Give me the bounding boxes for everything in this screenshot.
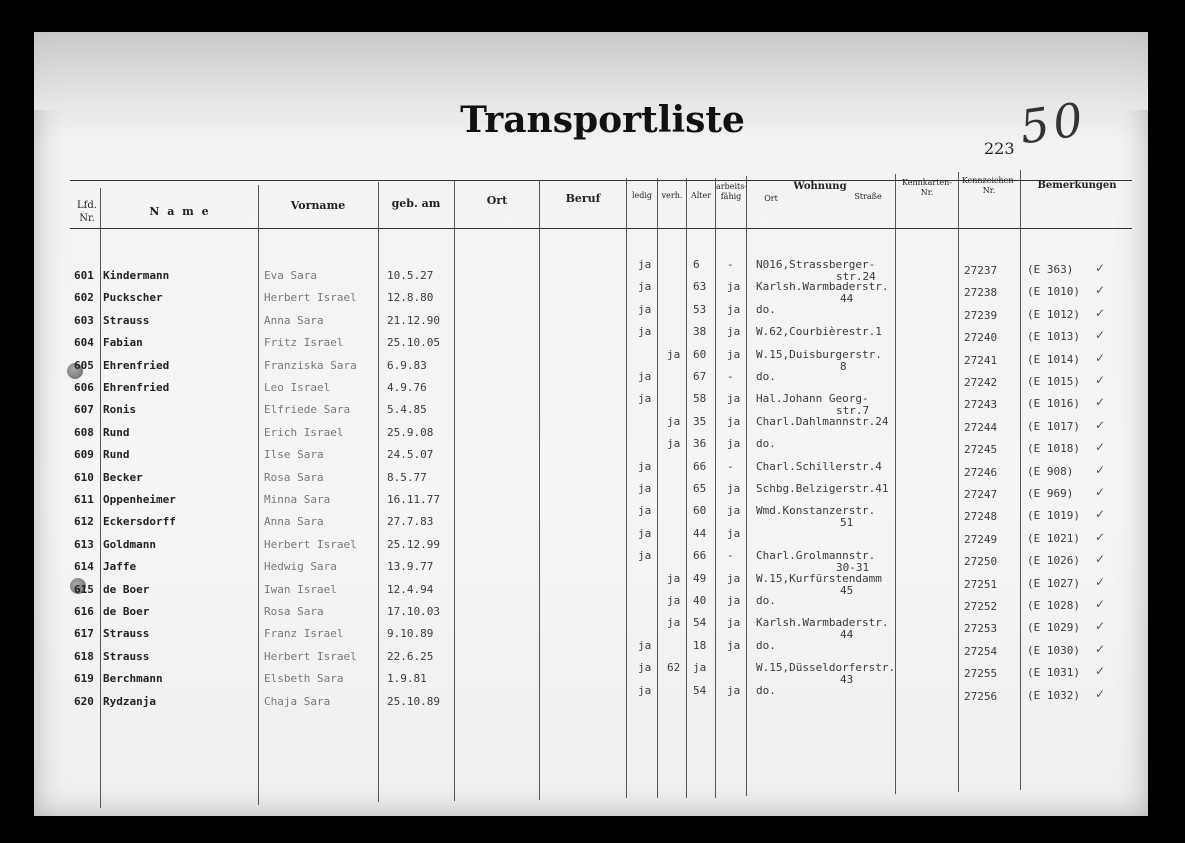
row-kennzeichen: 27253 [964, 622, 998, 636]
col-divider [454, 181, 455, 801]
row-name: Kindermann [103, 269, 170, 282]
col-divider [657, 178, 658, 798]
col-divider [626, 178, 627, 798]
row-arbeitsfaehig: ja [727, 347, 741, 361]
row-kennzeichen: 27242 [964, 376, 998, 389]
row-ledig: ja [638, 258, 652, 271]
row-bemerkungen: (E 1015) [1027, 375, 1080, 388]
check-mark-icon: ✓ [1095, 440, 1106, 455]
row-arbeitsfaehig: ja [727, 302, 741, 316]
row-geb-am: 8.5.77 [387, 470, 427, 484]
row-bemerkungen: (E 1018) [1027, 442, 1080, 456]
row-geb-am: 25.10.05 [387, 336, 440, 350]
row-vorname: Erich Israel [264, 425, 344, 439]
check-mark-icon: ✓ [1095, 574, 1106, 589]
row-wohnung: N016,Strassberger- [756, 258, 876, 271]
row-bemerkungen: (E 1017) [1027, 419, 1080, 433]
row-arbeitsfaehig: ja [727, 504, 741, 518]
row-wohnung: W.15,Duisburgerstr. [756, 347, 882, 361]
row-lfd-nr: 616 [74, 605, 94, 618]
row-name: Rund [103, 448, 130, 462]
row-name: Eckersdorff [103, 515, 176, 529]
row-geb-am: 9.10.89 [387, 627, 434, 641]
row-wohnung: do. [756, 594, 776, 607]
header-ledig: ledig [631, 191, 653, 200]
row-bemerkungen: (E 1031) [1027, 666, 1080, 680]
row-kennzeichen: 27249 [964, 532, 998, 546]
row-arbeitsfaehig: ja [727, 638, 741, 652]
row-geb-am: 6.9.83 [387, 358, 427, 372]
row-bemerkungen: (E 1010) [1027, 285, 1080, 299]
row-wohnung: W.15,Düsseldorferstr. [756, 661, 896, 675]
header-alter: Alter [690, 191, 712, 200]
header-kennzeichen: Kennzeichen- Nr. [961, 176, 1017, 195]
row-alter: 18 [693, 638, 707, 652]
row-alter: 38 [693, 325, 707, 339]
row-ledig: ja [638, 325, 652, 339]
row-lfd-nr: 610 [74, 470, 94, 484]
check-mark-icon: ✓ [1095, 395, 1106, 410]
row-wohnung: W.15,Kurfürstendamm [756, 571, 882, 585]
row-verh: ja [667, 616, 681, 630]
row-kennzeichen: 27250 [964, 555, 998, 569]
header-wohnung-ort: Ort [764, 194, 778, 203]
row-vorname: Herbert Israel [264, 537, 357, 551]
header-wohnung-strasse: Straße [854, 192, 882, 201]
row-bemerkungen: (E 1029) [1027, 621, 1080, 635]
row-name: Jaffe [103, 560, 137, 574]
row-kennzeichen: 27237 [964, 264, 998, 277]
col-divider [895, 174, 896, 794]
row-verh: ja [667, 594, 681, 607]
row-verh: ja [667, 571, 681, 585]
check-mark-icon: ✓ [1095, 686, 1106, 701]
row-geb-am: 12.4.94 [387, 582, 434, 596]
row-verh: ja [667, 414, 681, 428]
row-verh: 62 [667, 661, 681, 675]
row-wohnung: Charl.Dahlmannstr.24 [756, 414, 889, 428]
row-name: Strauss [103, 649, 150, 663]
row-kennzeichen: 27247 [964, 488, 998, 501]
row-lfd-nr: 604 [74, 336, 94, 350]
row-alter: 35 [693, 414, 707, 428]
row-arbeitsfaehig: - [727, 549, 734, 563]
row-kennzeichen: 27245 [964, 443, 998, 457]
check-mark-icon: ✓ [1095, 373, 1106, 387]
row-wohnung-continued: 51 [840, 516, 854, 530]
row-ledig: ja [638, 683, 652, 697]
row-ledig: ja [638, 370, 652, 383]
row-alter: 40 [693, 594, 707, 607]
row-wohnung: Charl.Grolmannstr. [756, 549, 876, 563]
row-arbeitsfaehig: - [727, 370, 734, 383]
header-name: N a m e [149, 205, 211, 218]
row-vorname: Franz Israel [264, 627, 344, 641]
row-lfd-nr: 601 [74, 269, 94, 282]
check-mark-icon: ✓ [1095, 552, 1106, 567]
check-mark-icon: ✓ [1095, 328, 1106, 343]
row-wohnung-continued: 44 [840, 628, 854, 642]
row-lfd-nr: 620 [74, 694, 94, 708]
row-bemerkungen: (E 1028) [1027, 599, 1080, 612]
row-lfd-nr: 606 [74, 381, 94, 394]
row-bemerkungen: (E 908) [1027, 464, 1074, 478]
col-divider [378, 182, 379, 802]
handwritten-number: 50 [1016, 91, 1090, 155]
row-geb-am: 17.10.03 [387, 605, 440, 618]
header-kennkarten: Kennkarten- Nr. [901, 178, 953, 197]
row-ledig: ja [638, 482, 652, 495]
col-divider [539, 180, 540, 800]
col-divider [715, 178, 716, 798]
row-kennzeichen: 27254 [964, 644, 998, 658]
row-kennzeichen: 27251 [964, 577, 998, 591]
row-vorname: Fritz Israel [264, 336, 344, 350]
row-lfd-nr: 613 [74, 537, 94, 551]
row-kennzeichen: 27246 [964, 465, 998, 479]
check-mark-icon: ✓ [1095, 529, 1106, 544]
row-geb-am: 25.10.89 [387, 694, 440, 708]
row-alter: 49 [693, 571, 707, 585]
row-ledig: ja [638, 280, 652, 294]
row-wohnung: Charl.Schillerstr.4 [756, 459, 882, 473]
row-name: Rund [103, 425, 130, 439]
row-kennzeichen: 27238 [964, 286, 998, 300]
header-beruf: Beruf [565, 192, 601, 205]
row-wohnung: Karlsh.Warmbaderstr. [756, 616, 889, 630]
header-ort: Ort [486, 194, 508, 207]
row-bemerkungen: (E 1014) [1027, 352, 1080, 366]
row-vorname: Rosa Sara [264, 470, 324, 484]
row-lfd-nr: 608 [74, 425, 94, 439]
row-wohnung-continued: 44 [840, 292, 854, 306]
col-divider [258, 185, 259, 805]
check-mark-icon: ✓ [1095, 641, 1106, 656]
row-ledig: ja [638, 549, 652, 563]
row-geb-am: 27.7.83 [387, 515, 434, 529]
row-name: Rydzanja [103, 694, 156, 708]
row-vorname: Hedwig Sara [264, 560, 337, 574]
row-wohnung: Hal.Johann Georg- [756, 392, 869, 406]
row-bemerkungen: (E 1013) [1027, 330, 1080, 344]
row-lfd-nr: 603 [74, 313, 94, 327]
row-vorname: Iwan Israel [264, 582, 337, 596]
row-geb-am: 5.4.85 [387, 403, 427, 417]
row-arbeitsfaehig: ja [727, 392, 741, 406]
row-wohnung: do. [756, 638, 776, 652]
row-geb-am: 12.8.80 [387, 291, 434, 305]
check-mark-icon: ✓ [1095, 507, 1106, 522]
row-arbeitsfaehig: - [727, 459, 734, 473]
row-bemerkungen: (E 1032) [1027, 688, 1080, 702]
row-vorname: Elsbeth Sara [264, 672, 344, 686]
row-name: de Boer [103, 582, 150, 596]
row-vorname: Ilse Sara [264, 448, 324, 462]
col-divider [686, 178, 687, 798]
row-ledig: ja [638, 459, 652, 473]
row-lfd-nr: 607 [74, 403, 94, 417]
row-arbeitsfaehig: ja [727, 437, 741, 451]
row-arbeitsfaehig: ja [727, 526, 741, 540]
row-alter: 44 [693, 526, 707, 540]
document-title: Transportliste [460, 99, 745, 141]
row-bemerkungen: (E 969) [1027, 487, 1074, 500]
col-divider [1020, 170, 1021, 790]
row-wohnung-continued: 30-31 [836, 561, 870, 575]
row-arbeitsfaehig: ja [727, 594, 741, 607]
row-vorname: Anna Sara [264, 313, 324, 327]
row-alter: 53 [693, 302, 707, 316]
row-lfd-nr: 605 [74, 358, 94, 372]
row-ledig: ja [638, 504, 652, 518]
row-vorname: Herbert Israel [264, 649, 357, 663]
check-mark-icon: ✓ [1095, 619, 1106, 634]
row-bemerkungen: (E 1021) [1027, 531, 1080, 545]
row-verh: ja [667, 347, 681, 361]
row-name: Oppenheimer [103, 493, 176, 506]
col-divider [958, 172, 959, 792]
row-arbeitsfaehig: ja [727, 683, 741, 697]
row-name: Goldmann [103, 537, 156, 551]
row-wohnung-continued: 43 [840, 673, 854, 687]
row-wohnung-continued: str.7 [836, 404, 870, 418]
check-mark-icon: ✓ [1095, 417, 1106, 432]
row-lfd-nr: 609 [74, 448, 94, 462]
row-lfd-nr: 614 [74, 560, 94, 574]
row-wohnung: W.62,Courbièrestr.1 [756, 325, 882, 339]
check-mark-icon: ✓ [1095, 305, 1106, 320]
row-name: de Boer [103, 605, 150, 618]
row-name: Berchmann [103, 672, 163, 686]
row-wohnung: do. [756, 370, 776, 383]
row-ledig: ja [638, 661, 652, 675]
row-vorname: Rosa Sara [264, 605, 324, 618]
row-arbeitsfaehig: ja [727, 325, 741, 339]
row-arbeitsfaehig: ja [727, 414, 741, 428]
row-alter: 67 [693, 370, 707, 383]
header-wohnung: Wohnung [793, 181, 847, 192]
check-mark-icon: ✓ [1095, 597, 1106, 611]
row-alter: ja [693, 661, 707, 675]
row-bemerkungen: (E 1026) [1027, 554, 1080, 568]
row-vorname: Eva Sara [264, 269, 317, 282]
row-arbeitsfaehig: ja [727, 482, 741, 495]
check-mark-icon: ✓ [1095, 485, 1106, 499]
row-kennzeichen: 27243 [964, 398, 998, 412]
row-ledig: ja [638, 526, 652, 540]
header-geb-am: geb. am [391, 197, 441, 210]
check-mark-icon: ✓ [1095, 350, 1106, 365]
row-wohnung: Schbg.Belzigerstr.41 [756, 482, 889, 495]
row-verh: ja [667, 437, 681, 451]
row-name: Puckscher [103, 291, 163, 305]
row-geb-am: 25.12.99 [387, 537, 440, 551]
row-kennzeichen: 27256 [964, 689, 998, 703]
row-bemerkungen: (E 1019) [1027, 509, 1080, 523]
row-kennzeichen: 27240 [964, 331, 998, 345]
row-arbeitsfaehig: ja [727, 571, 741, 585]
check-mark-icon: ✓ [1095, 664, 1106, 679]
row-vorname: Herbert Israel [264, 291, 357, 305]
row-kennzeichen: 27239 [964, 308, 998, 322]
row-bemerkungen: (E 363) [1027, 263, 1074, 276]
row-wohnung-continued: 45 [840, 583, 854, 597]
row-bemerkungen: (E 1027) [1027, 576, 1080, 590]
row-vorname: Leo Israel [264, 381, 331, 394]
row-arbeitsfaehig: ja [727, 616, 741, 630]
row-alter: 6 [693, 258, 700, 271]
header-bottom-rule [70, 228, 1132, 229]
row-name: Becker [103, 470, 143, 484]
col-divider [746, 176, 747, 796]
row-vorname: Anna Sara [264, 515, 324, 529]
row-name: Strauss [103, 627, 150, 641]
row-geb-am: 16.11.77 [387, 493, 440, 506]
row-wohnung-continued: str.24 [836, 270, 876, 283]
header-lfd-nr: Lfd. Nr. [77, 200, 97, 224]
row-alter: 54 [693, 683, 707, 697]
row-alter: 66 [693, 549, 707, 563]
check-mark-icon: ✓ [1095, 462, 1106, 477]
row-wohnung: Wmd.Konstanzerstr. [756, 504, 876, 518]
row-kennzeichen: 27248 [964, 510, 998, 524]
row-vorname: Elfriede Sara [264, 403, 351, 417]
row-name: Ehrenfried [103, 358, 170, 372]
col-divider [100, 188, 101, 808]
row-alter: 66 [693, 459, 707, 473]
row-kennzeichen: 27241 [964, 353, 998, 367]
row-wohnung: Karlsh.Warmbaderstr. [756, 280, 889, 294]
row-ledig: ja [638, 302, 652, 316]
row-lfd-nr: 618 [74, 649, 94, 663]
row-bemerkungen: (E 1012) [1027, 307, 1080, 321]
row-lfd-nr: 611 [74, 493, 94, 506]
row-geb-am: 21.12.90 [387, 313, 440, 327]
check-mark-icon: ✓ [1095, 261, 1106, 275]
page-number: 223 [984, 139, 1015, 158]
row-kennzeichen: 27244 [964, 420, 998, 434]
row-alter: 60 [693, 504, 707, 518]
row-vorname: Franziska Sara [264, 358, 357, 372]
row-geb-am: 10.5.27 [387, 269, 434, 282]
row-alter: 60 [693, 347, 707, 361]
row-lfd-nr: 617 [74, 627, 94, 641]
row-wohnung: do. [756, 683, 776, 697]
row-geb-am: 24.5.07 [387, 448, 434, 462]
header-vorname: Vorname [290, 199, 346, 212]
row-vorname: Chaja Sara [264, 694, 331, 708]
row-alter: 63 [693, 280, 707, 294]
row-alter: 65 [693, 482, 707, 495]
row-name: Fabian [103, 336, 143, 350]
row-geb-am: 13.9.77 [387, 560, 434, 574]
row-lfd-nr: 615 [74, 582, 94, 596]
row-arbeitsfaehig: - [727, 258, 734, 271]
row-geb-am: 25.9.08 [387, 425, 434, 439]
header-arbeitsfaehig: arbeits- fähig [716, 182, 748, 201]
row-geb-am: 22.6.25 [387, 649, 434, 663]
row-alter: 54 [693, 616, 707, 630]
row-bemerkungen: (E 1030) [1027, 643, 1080, 657]
row-vorname: Minna Sara [264, 493, 331, 506]
row-arbeitsfaehig: ja [727, 280, 741, 294]
row-bemerkungen: (E 1016) [1027, 397, 1080, 411]
row-kennzeichen: 27255 [964, 667, 998, 681]
row-wohnung: do. [756, 437, 776, 451]
row-lfd-nr: 619 [74, 672, 94, 686]
header-verh: verh. [661, 191, 683, 200]
check-mark-icon: ✓ [1095, 283, 1106, 298]
row-geb-am: 4.9.76 [387, 381, 427, 394]
row-alter: 58 [693, 392, 707, 406]
row-lfd-nr: 612 [74, 515, 94, 529]
row-name: Ehrenfried [103, 381, 170, 394]
row-name: Strauss [103, 313, 150, 327]
row-wohnung-continued: 8 [840, 359, 847, 373]
row-name: Ronis [103, 403, 137, 417]
row-ledig: ja [638, 638, 652, 652]
row-lfd-nr: 602 [74, 291, 94, 305]
row-wohnung: do. [756, 302, 776, 316]
row-ledig: ja [638, 392, 652, 406]
header-bemerkungen: Bemerkungen [1037, 180, 1117, 191]
row-alter: 36 [693, 437, 707, 451]
row-geb-am: 1.9.81 [387, 672, 427, 686]
row-kennzeichen: 27252 [964, 600, 998, 613]
